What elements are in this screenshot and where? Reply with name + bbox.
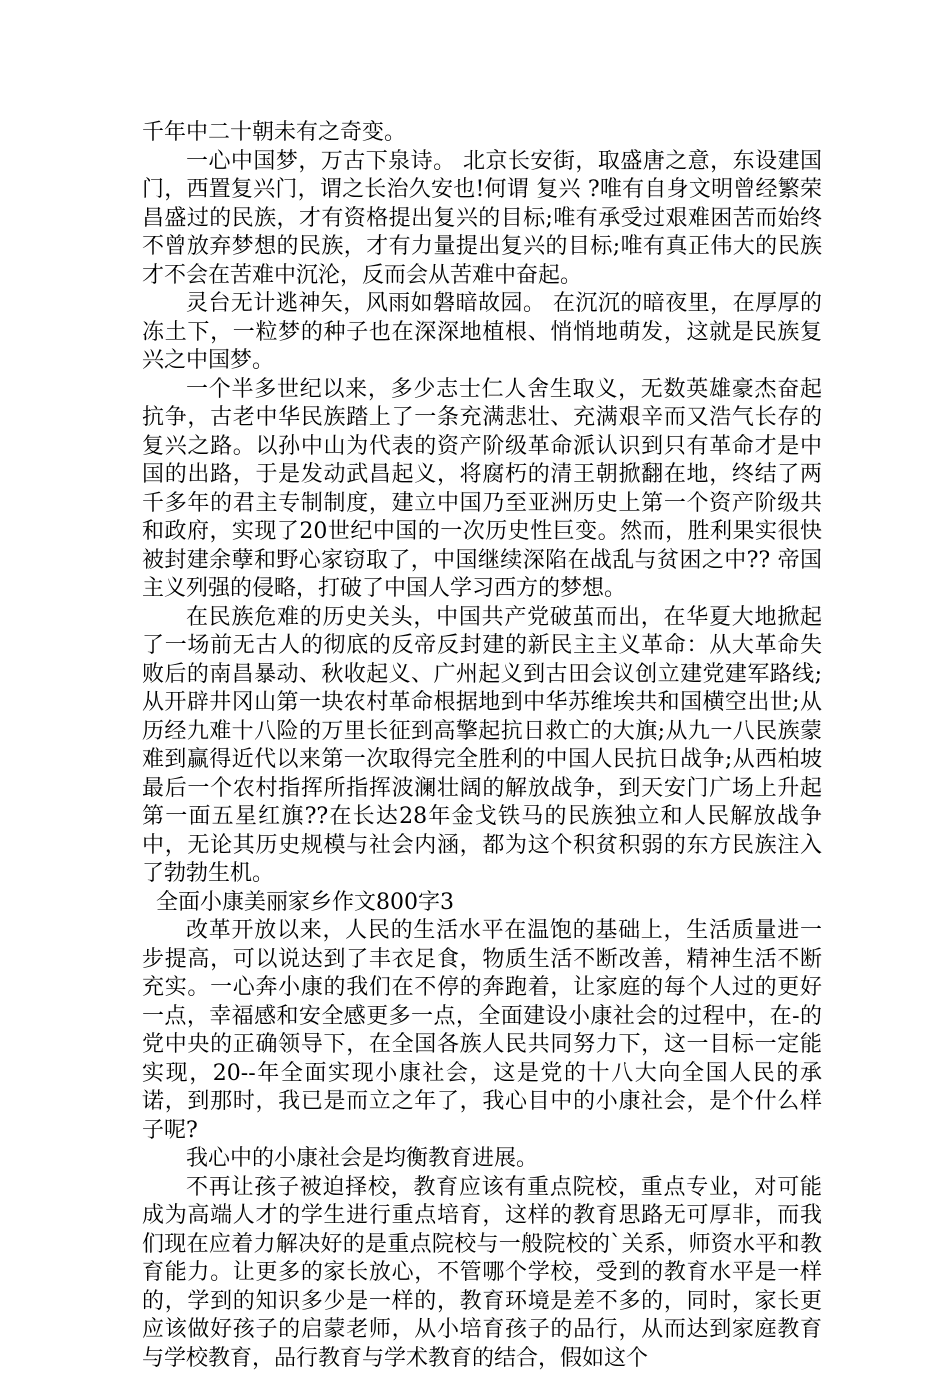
paragraph: 不再让孩子被迫择校，教育应该有重点院校，重点专业，对可能成为高端人才的学生进行重点培育，这样的教育思路无可厚非，而我们现在应着力解决好的是重点院校与一般院校的`关系，师资水平和教育能力。让更多的家长放心，不管哪个学校，受到的教育水平是一样的，学到的知识多少是一样的，教育环境是差不多的，同时，家长更应该做好孩子的启蒙老师，从小培育孩子的品行，从而达到家庭教育与学校教育，品行教育与学术教育的结合，假如这个 [142,1174,822,1373]
paragraph: 改革开放以来，人民的生活水平在温饱的基础上，生活质量进一步提高，可以说达到了丰衣足食，物质生活不断改善，精神生活不断充实。一心奔小康的我们在不停的奔跑着，让家庭的每个人过的更好一点，幸福感和安全感更多一点，全面建设小康社会的过程中，在-的党中央的正确领导下，在全国各族人民共同努力下，这一目标一定能实现，20--年全面实现小康社会，这是党的十八大向全国人民的承诺，到那时，我已是而立之年了，我心目中的小康社会，是个什么样子呢? [142,917,822,1145]
paragraph: 千年中二十朝未有之奇变。 [142,119,822,148]
paragraph: 一个半多世纪以来，多少志士仁人舍生取义，无数英雄豪杰奋起抗争，古老中华民族踏上了一条充满悲壮、充满艰辛而又浩气长存的复兴之路。以孙中山为代表的资产阶级革命派认识到只有革命才是中国的出路，于是发动武昌起义，将腐朽的清王朝掀翻在地，终结了两千多年的君主专制制度，建立中国乃至亚洲历史上第一个资产阶级共和政府，实现了20世纪中国的一次历史性巨变。然而，胜利果实很快被封建余孽和野心家窃取了，中国继续深陷在战乱与贫困之中?? 帝国主义列强的侵略，打破了中国人学习西方的梦想。 [142,376,822,604]
paragraph: 一心中国梦，万古下泉诗。 北京长安街，取盛唐之意，东设建国门，西置复兴门，谓之长治久安也!何谓 复兴 ?唯有自身文明曾经繁荣昌盛过的民族，才有资格提出复兴的目标;唯有承受过艰难困苦而始终不曾放弃梦想的民族，才有力量提出复兴的目标;唯有真正伟大的民族才不会在苦难中沉沦，反而会从苦难中奋起。 [142,148,822,291]
paragraph: 我心中的小康社会是均衡教育进展。 [142,1145,822,1174]
paragraph: 在民族危难的历史关头，中国共产党破茧而出，在华夏大地掀起了一场前无古人的彻底的反帝反封建的新民主主义革命：从大革命失败后的南昌暴动、秋收起义、广州起义到古田会议创立建党建军路线;从开辟井冈山第一块农村革命根据地到中华苏维埃共和国横空出世;从历经九难十八险的万里长征到高擎起抗日救亡的大旗;从九一八民族蒙难到赢得近代以来第一次取得完全胜利的中国人民抗日战争;从西柏坡最后一个农村指挥所指挥波澜壮阔的解放战争，到天安门广场上升起第一面五星红旗??在长达28年金戈铁马的民族独立和人民解放战争中，无论其历史规模与社会内涵，都为这个积贫积弱的东方民族注入了勃勃生机。 [142,604,822,889]
paragraph: 灵台无计逃神矢，风雨如磐暗故园。 在沉沉的暗夜里，在厚厚的冻土下，一粒梦的种子也在深深地植根、悄悄地萌发，这就是民族复兴之中国梦。 [142,290,822,376]
section-heading: 全面小康美丽家乡作文800字3 [142,889,822,918]
document-body [142,119,822,1373]
